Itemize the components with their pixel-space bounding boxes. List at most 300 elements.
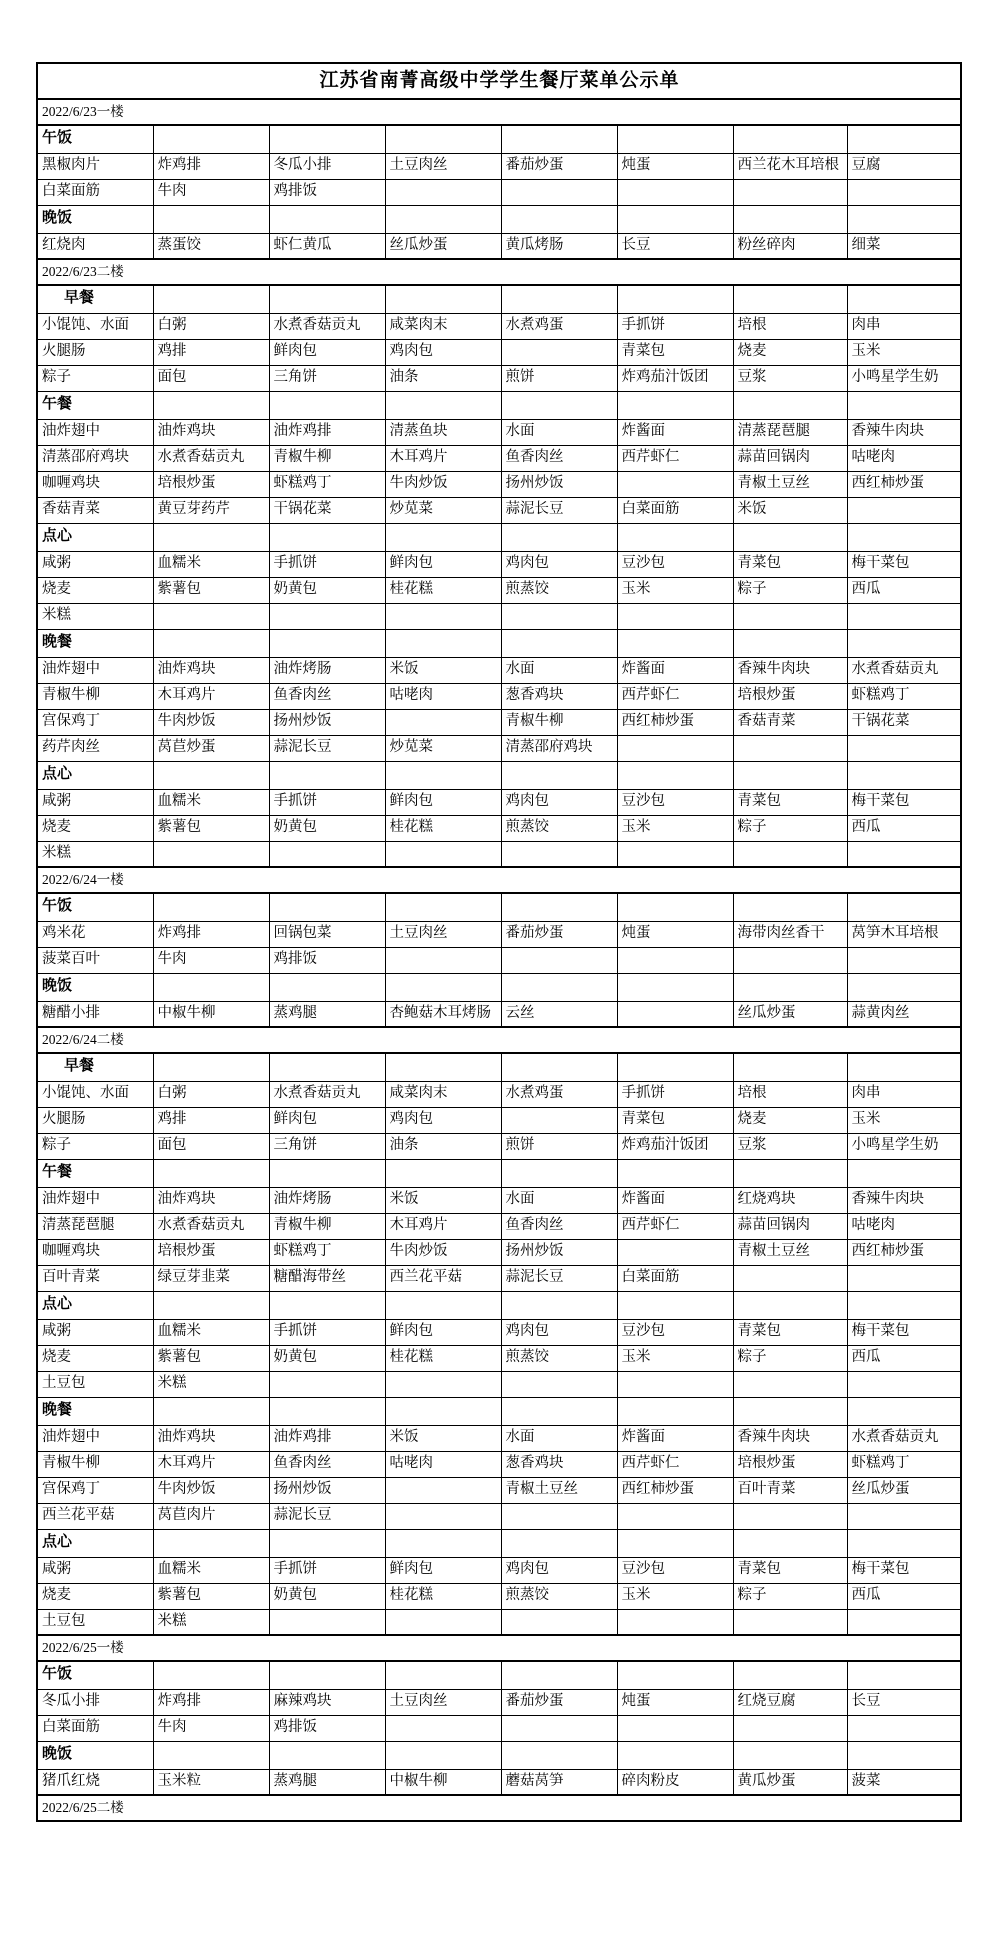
menu-item: 炸酱面 — [617, 419, 733, 445]
menu-item: 菠菜 — [847, 1769, 961, 1795]
menu-item: 血糯米 — [153, 1557, 269, 1583]
meal-header-spacer — [617, 391, 733, 419]
date-header: 2022/6/23二楼 — [37, 259, 961, 285]
meal-header-spacer — [153, 1741, 269, 1769]
date-header: 2022/6/25一楼 — [37, 1635, 961, 1661]
menu-item: 红烧豆腐 — [733, 1689, 847, 1715]
menu-cell-empty — [501, 1107, 617, 1133]
meal-header-row — [37, 973, 961, 1001]
menu-item: 番茄炒蛋 — [501, 153, 617, 179]
menu-item: 青椒牛柳 — [501, 709, 617, 735]
meal-header-spacer — [269, 205, 385, 233]
menu-item: 炒苋菜 — [385, 497, 501, 523]
menu-item: 烧麦 — [37, 1583, 153, 1609]
menu-cell-empty — [385, 1371, 501, 1397]
menu-item: 烧麦 — [733, 339, 847, 365]
meal-header-spacer — [617, 1741, 733, 1769]
menu-cell-empty — [501, 179, 617, 205]
menu-item: 豆沙包 — [617, 1319, 733, 1345]
menu-cell-empty — [847, 841, 961, 867]
menu-item: 鱼香肉丝 — [501, 1213, 617, 1239]
menu-item: 紫薯包 — [153, 1583, 269, 1609]
meal-header-spacer — [269, 285, 385, 313]
menu-item: 手抓饼 — [269, 1557, 385, 1583]
menu-item: 培根炒蛋 — [733, 683, 847, 709]
menu-cell-empty — [617, 1609, 733, 1635]
menu-cell-empty — [385, 1609, 501, 1635]
menu-item: 蒜黄肉丝 — [847, 1001, 961, 1027]
meal-header-spacer — [617, 1661, 733, 1689]
menu-item: 牛肉 — [153, 1715, 269, 1741]
meal-header-spacer — [269, 1741, 385, 1769]
menu-item: 咕咾肉 — [847, 445, 961, 471]
document-title: 江苏省南菁高级中学学生餐厅菜单公示单 — [37, 63, 961, 99]
menu-cell-empty — [617, 947, 733, 973]
menu-item: 煎蒸饺 — [501, 1583, 617, 1609]
meal-header-spacer — [269, 761, 385, 789]
meal-header-spacer — [153, 1397, 269, 1425]
menu-item: 咖喱鸡块 — [37, 471, 153, 497]
menu-item: 清蒸鱼块 — [385, 419, 501, 445]
menu-item: 水面 — [501, 419, 617, 445]
meal-header-spacer — [153, 1661, 269, 1689]
meal-header-spacer — [501, 893, 617, 921]
meal-label: 晚餐 — [37, 1397, 153, 1425]
menu-item: 面包 — [153, 1133, 269, 1159]
menu-item: 鸡米花 — [37, 921, 153, 947]
menu-item: 麻辣鸡块 — [269, 1689, 385, 1715]
menu-item: 咸粥 — [37, 1557, 153, 1583]
menu-item: 青菜包 — [617, 1107, 733, 1133]
menu-item: 油炸鸡排 — [269, 419, 385, 445]
menu-item: 猪爪红烧 — [37, 1769, 153, 1795]
menu-item: 青菜包 — [733, 1319, 847, 1345]
meal-header-spacer — [617, 1159, 733, 1187]
menu-item: 油炸翅中 — [37, 657, 153, 683]
menu-item-row — [37, 1477, 961, 1503]
menu-item-row — [37, 365, 961, 391]
menu-cell-empty — [847, 603, 961, 629]
meal-header-spacer — [847, 1741, 961, 1769]
meal-header-spacer — [385, 285, 501, 313]
menu-cell-empty — [501, 1503, 617, 1529]
meal-label: 午饭 — [37, 893, 153, 921]
menu-item: 木耳鸡片 — [153, 683, 269, 709]
menu-item: 清蒸琵琶腿 — [37, 1213, 153, 1239]
menu-item-row — [37, 1503, 961, 1529]
menu-item: 青椒土豆丝 — [733, 471, 847, 497]
menu-item: 培根 — [733, 1081, 847, 1107]
menu-item: 莴苣肉片 — [153, 1503, 269, 1529]
menu-item: 梅干菜包 — [847, 551, 961, 577]
menu-item: 西兰花平菇 — [385, 1265, 501, 1291]
meal-label: 晚餐 — [37, 629, 153, 657]
menu-item: 黄豆芽药芹 — [153, 497, 269, 523]
meal-header-spacer — [501, 1661, 617, 1689]
menu-item: 豆沙包 — [617, 551, 733, 577]
menu-item-row — [37, 947, 961, 973]
menu-item: 玉米 — [617, 1583, 733, 1609]
menu-item-row — [37, 179, 961, 205]
menu-item: 梅干菜包 — [847, 789, 961, 815]
menu-item-row — [37, 657, 961, 683]
menu-item: 鸡肉包 — [385, 339, 501, 365]
menu-item: 扬州炒饭 — [501, 1239, 617, 1265]
date-header-row — [37, 99, 961, 125]
menu-item: 蒜泥长豆 — [269, 735, 385, 761]
menu-item: 咸粥 — [37, 551, 153, 577]
meal-header-spacer — [153, 391, 269, 419]
menu-item: 黄瓜烤肠 — [501, 233, 617, 259]
menu-item: 番茄炒蛋 — [501, 1689, 617, 1715]
menu-item: 白菜面筋 — [617, 497, 733, 523]
menu-item: 蒜苗回锅肉 — [733, 1213, 847, 1239]
menu-item: 咕咾肉 — [385, 683, 501, 709]
menu-item: 香菇青菜 — [37, 497, 153, 523]
menu-item: 粽子 — [733, 577, 847, 603]
menu-item: 培根炒蛋 — [153, 1239, 269, 1265]
meal-header-spacer — [269, 1397, 385, 1425]
meal-header-spacer — [385, 761, 501, 789]
menu-item-row — [37, 841, 961, 867]
menu-item-row — [37, 683, 961, 709]
meal-header-spacer — [847, 629, 961, 657]
menu-item: 血糯米 — [153, 789, 269, 815]
menu-item: 豆沙包 — [617, 1557, 733, 1583]
menu-item-row — [37, 1769, 961, 1795]
menu-item: 米糕 — [153, 1371, 269, 1397]
meal-header-spacer — [269, 1291, 385, 1319]
menu-item: 西红柿炒蛋 — [617, 709, 733, 735]
meal-header-spacer — [617, 1529, 733, 1557]
menu-item: 手抓饼 — [617, 313, 733, 339]
menu-item: 奶黄包 — [269, 1345, 385, 1371]
menu-item: 牛肉 — [153, 947, 269, 973]
menu-item: 西瓜 — [847, 815, 961, 841]
menu-item: 土豆包 — [37, 1371, 153, 1397]
date-header: 2022/6/23一楼 — [37, 99, 961, 125]
menu-item: 炸鸡茄汁饭团 — [617, 365, 733, 391]
menu-item: 土豆包 — [37, 1609, 153, 1635]
menu-item: 炸鸡排 — [153, 153, 269, 179]
meal-header-spacer — [733, 629, 847, 657]
menu-item: 冬瓜小排 — [37, 1689, 153, 1715]
menu-item: 西瓜 — [847, 1583, 961, 1609]
menu-item: 虾糕鸡丁 — [269, 1239, 385, 1265]
menu-item: 西红柿炒蛋 — [847, 1239, 961, 1265]
meal-label: 午饭 — [37, 1661, 153, 1689]
menu-item: 咕咾肉 — [385, 1451, 501, 1477]
meal-header-spacer — [153, 761, 269, 789]
meal-header-spacer — [617, 893, 733, 921]
menu-item: 鸡排饭 — [269, 1715, 385, 1741]
menu-item: 煎饼 — [501, 1133, 617, 1159]
menu-item: 水面 — [501, 657, 617, 683]
meal-label: 早餐 — [37, 285, 153, 313]
menu-item: 手抓饼 — [269, 1319, 385, 1345]
meal-header-row — [37, 1741, 961, 1769]
menu-item: 奶黄包 — [269, 815, 385, 841]
menu-item: 香辣牛肉块 — [847, 419, 961, 445]
meal-header-spacer — [385, 1741, 501, 1769]
menu-item: 白菜面筋 — [617, 1265, 733, 1291]
menu-cell-empty — [501, 1371, 617, 1397]
menu-item: 干锅花菜 — [847, 709, 961, 735]
menu-item: 中椒牛柳 — [385, 1769, 501, 1795]
menu-item: 油炸翅中 — [37, 419, 153, 445]
menu-item: 烧麦 — [37, 1345, 153, 1371]
meal-header-row — [37, 1397, 961, 1425]
menu-item: 蒸蛋饺 — [153, 233, 269, 259]
menu-item: 西芹虾仁 — [617, 1213, 733, 1239]
menu-item: 宫保鸡丁 — [37, 1477, 153, 1503]
menu-item: 小馄饨、水面 — [37, 1081, 153, 1107]
menu-item: 红烧肉 — [37, 233, 153, 259]
menu-item: 丝瓜炒蛋 — [733, 1001, 847, 1027]
menu-item: 药芹肉丝 — [37, 735, 153, 761]
menu-item: 水煮香菇贡丸 — [269, 313, 385, 339]
menu-item: 白粥 — [153, 1081, 269, 1107]
meal-header-spacer — [153, 893, 269, 921]
meal-header-spacer — [617, 523, 733, 551]
menu-item: 炸鸡排 — [153, 921, 269, 947]
menu-item: 米饭 — [385, 1187, 501, 1213]
menu-item-row — [37, 1583, 961, 1609]
menu-item: 碎肉粉皮 — [617, 1769, 733, 1795]
menu-item: 水煮香菇贡丸 — [269, 1081, 385, 1107]
meal-header-spacer — [617, 973, 733, 1001]
menu-item: 手抓饼 — [269, 551, 385, 577]
meal-header-spacer — [733, 1397, 847, 1425]
menu-item: 水面 — [501, 1425, 617, 1451]
menu-cell-empty — [847, 1715, 961, 1741]
meal-header-spacer — [269, 1661, 385, 1689]
menu-item: 鸡肉包 — [501, 789, 617, 815]
meal-header-row — [37, 523, 961, 551]
menu-item-row — [37, 1319, 961, 1345]
menu-item-row — [37, 1609, 961, 1635]
meal-header-spacer — [501, 285, 617, 313]
menu-item: 鲜肉包 — [385, 789, 501, 815]
menu-item: 青椒牛柳 — [269, 445, 385, 471]
meal-label: 晚饭 — [37, 973, 153, 1001]
meal-header-spacer — [733, 205, 847, 233]
meal-header-row — [37, 285, 961, 313]
menu-cell-empty — [269, 1371, 385, 1397]
date-header-row — [37, 867, 961, 893]
meal-header-spacer — [385, 125, 501, 153]
date-header-row — [37, 1795, 961, 1821]
meal-label: 点心 — [37, 1529, 153, 1557]
menu-item: 烧麦 — [37, 815, 153, 841]
menu-item: 油炸鸡块 — [153, 657, 269, 683]
meal-header-spacer — [501, 761, 617, 789]
menu-cell-empty — [733, 735, 847, 761]
menu-item: 西瓜 — [847, 577, 961, 603]
menu-item: 虾糕鸡丁 — [847, 683, 961, 709]
menu-item: 西红柿炒蛋 — [847, 471, 961, 497]
menu-cell-empty — [385, 841, 501, 867]
menu-item: 虾仁黄瓜 — [269, 233, 385, 259]
menu-cell-empty — [269, 1609, 385, 1635]
menu-item: 香辣牛肉块 — [733, 1425, 847, 1451]
menu-table-body — [37, 63, 961, 1821]
menu-cell-empty — [501, 1715, 617, 1741]
meal-header-row — [37, 205, 961, 233]
meal-label: 午餐 — [37, 1159, 153, 1187]
menu-cell-empty — [153, 841, 269, 867]
meal-header-spacer — [733, 893, 847, 921]
menu-item: 青菜包 — [617, 339, 733, 365]
menu-item: 清蒸邵府鸡块 — [501, 735, 617, 761]
menu-item: 米饭 — [385, 657, 501, 683]
meal-header-spacer — [847, 1053, 961, 1081]
menu-item: 蒜苗回锅肉 — [733, 445, 847, 471]
menu-item: 青菜包 — [733, 789, 847, 815]
menu-cell-empty — [617, 1239, 733, 1265]
date-header: 2022/6/25二楼 — [37, 1795, 961, 1821]
meal-header-spacer — [153, 629, 269, 657]
meal-label: 晚饭 — [37, 1741, 153, 1769]
meal-header-spacer — [847, 761, 961, 789]
meal-header-spacer — [847, 1661, 961, 1689]
menu-item: 咸菜肉末 — [385, 313, 501, 339]
meal-header-spacer — [617, 285, 733, 313]
meal-header-spacer — [269, 893, 385, 921]
meal-header-row — [37, 391, 961, 419]
meal-header-spacer — [733, 285, 847, 313]
menu-item: 玉米 — [847, 1107, 961, 1133]
meal-header-spacer — [847, 1397, 961, 1425]
menu-item-row — [37, 551, 961, 577]
meal-header-spacer — [269, 629, 385, 657]
meal-header-spacer — [501, 125, 617, 153]
menu-item: 鲜肉包 — [269, 1107, 385, 1133]
meal-header-spacer — [617, 1053, 733, 1081]
meal-header-spacer — [385, 1397, 501, 1425]
menu-item: 水煮香菇贡丸 — [153, 445, 269, 471]
meal-header-spacer — [385, 523, 501, 551]
menu-cell-empty — [269, 603, 385, 629]
document-title-row — [37, 63, 961, 99]
menu-item: 油炸烤肠 — [269, 657, 385, 683]
menu-item: 豆沙包 — [617, 789, 733, 815]
meal-header-spacer — [153, 1053, 269, 1081]
menu-item: 水煮鸡蛋 — [501, 1081, 617, 1107]
menu-item: 米糕 — [153, 1609, 269, 1635]
menu-cell-empty — [617, 471, 733, 497]
menu-item-row — [37, 1557, 961, 1583]
menu-item: 手抓饼 — [617, 1081, 733, 1107]
menu-item: 扬州炒饭 — [269, 1477, 385, 1503]
menu-item: 清蒸邵府鸡块 — [37, 445, 153, 471]
meal-header-spacer — [847, 1291, 961, 1319]
menu-cell-empty — [385, 1477, 501, 1503]
menu-cell-empty — [847, 497, 961, 523]
menu-item: 炸鸡排 — [153, 1689, 269, 1715]
menu-item: 蒜泥长豆 — [501, 1265, 617, 1291]
menu-item: 牛肉炒饭 — [385, 1239, 501, 1265]
meal-header-spacer — [733, 1529, 847, 1557]
menu-cell-empty — [385, 1715, 501, 1741]
menu-cell-empty — [847, 1371, 961, 1397]
menu-item: 水煮鸡蛋 — [501, 313, 617, 339]
menu-item: 玉米 — [617, 1345, 733, 1371]
meal-header-spacer — [153, 1291, 269, 1319]
menu-item: 煎蒸饺 — [501, 577, 617, 603]
menu-item: 黑椒肉片 — [37, 153, 153, 179]
menu-item: 鸡肉包 — [501, 1319, 617, 1345]
menu-cell-empty — [847, 735, 961, 761]
menu-item: 水煮香菇贡丸 — [847, 1425, 961, 1451]
menu-item: 豆腐 — [847, 153, 961, 179]
meal-header-spacer — [269, 973, 385, 1001]
menu-item-row — [37, 1107, 961, 1133]
meal-header-row — [37, 1529, 961, 1557]
menu-item: 西兰花平菇 — [37, 1503, 153, 1529]
meal-header-spacer — [385, 1291, 501, 1319]
menu-item: 菠菜百叶 — [37, 947, 153, 973]
meal-header-spacer — [269, 1529, 385, 1557]
menu-item: 中椒牛柳 — [153, 1001, 269, 1027]
menu-cell-empty — [847, 947, 961, 973]
meal-label: 点心 — [37, 761, 153, 789]
menu-item: 牛肉炒饭 — [385, 471, 501, 497]
menu-item: 小鸣星学生奶 — [847, 1133, 961, 1159]
meal-label: 早餐 — [37, 1053, 153, 1081]
menu-cell-empty — [617, 1503, 733, 1529]
menu-cell-empty — [501, 603, 617, 629]
meal-header-spacer — [501, 1529, 617, 1557]
menu-item-row — [37, 789, 961, 815]
menu-item: 油炸翅中 — [37, 1187, 153, 1213]
menu-item: 蒸鸡腿 — [269, 1769, 385, 1795]
menu-item: 手抓饼 — [269, 789, 385, 815]
menu-item: 红烧鸡块 — [733, 1187, 847, 1213]
menu-item: 鸡排饭 — [269, 179, 385, 205]
menu-item: 煎蒸饺 — [501, 1345, 617, 1371]
menu-cell-empty — [617, 603, 733, 629]
menu-item: 咸菜肉末 — [385, 1081, 501, 1107]
menu-item: 炖蛋 — [617, 921, 733, 947]
menu-item-row — [37, 1345, 961, 1371]
meal-header-spacer — [501, 1397, 617, 1425]
menu-cell-empty — [733, 179, 847, 205]
menu-item: 粽子 — [733, 1583, 847, 1609]
menu-item: 鸡肉包 — [501, 551, 617, 577]
menu-item: 粽子 — [37, 1133, 153, 1159]
menu-item: 白菜面筋 — [37, 179, 153, 205]
menu-item: 蘑菇莴笋 — [501, 1769, 617, 1795]
meal-header-spacer — [153, 1529, 269, 1557]
menu-cell-empty — [733, 603, 847, 629]
menu-item-row — [37, 1187, 961, 1213]
menu-item: 桂花糕 — [385, 815, 501, 841]
menu-item: 炖蛋 — [617, 1689, 733, 1715]
menu-item: 云丝 — [501, 1001, 617, 1027]
meal-header-spacer — [501, 391, 617, 419]
menu-item: 炸鸡茄汁饭团 — [617, 1133, 733, 1159]
menu-item-row — [37, 1081, 961, 1107]
menu-item: 西芹虾仁 — [617, 683, 733, 709]
meal-header-spacer — [733, 761, 847, 789]
menu-cell-empty — [501, 947, 617, 973]
meal-header-spacer — [847, 1529, 961, 1557]
date-header-row — [37, 1027, 961, 1053]
menu-cell-empty — [501, 339, 617, 365]
menu-item: 紫薯包 — [153, 1345, 269, 1371]
meal-header-spacer — [847, 205, 961, 233]
